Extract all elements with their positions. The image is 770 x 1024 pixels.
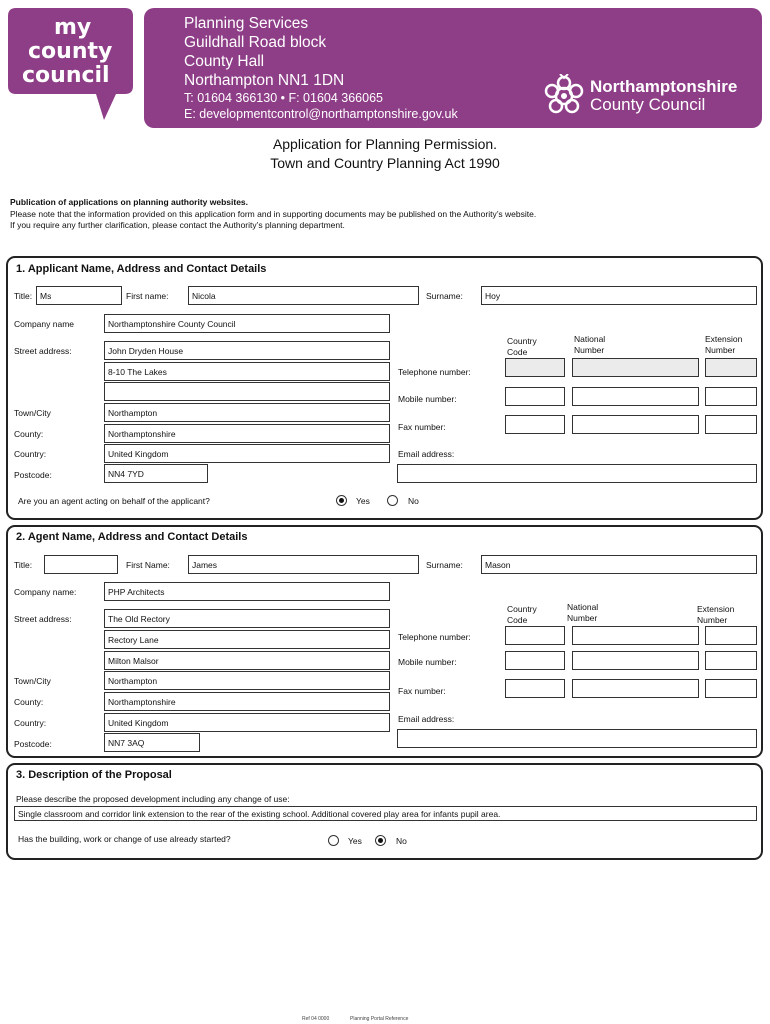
title-label: Title: xyxy=(14,291,33,301)
applicant-fax-national-number[interactable] xyxy=(572,415,699,434)
national-number-header: National Number xyxy=(574,334,606,355)
agent-county-label: County: xyxy=(14,697,44,707)
extension-number-header: Extension Number xyxy=(705,334,743,355)
agent-title-field[interactable] xyxy=(44,555,118,574)
company-label: Company name xyxy=(14,319,75,329)
applicant-company-field[interactable]: Northamptonshire County Council xyxy=(104,314,390,333)
applicant-title-field[interactable]: Ms xyxy=(36,286,122,305)
address-line-3: County Hall xyxy=(184,53,265,70)
county-label: County: xyxy=(14,429,44,439)
agent-tel-country-code[interactable] xyxy=(505,626,565,645)
applicant-street-1-field[interactable]: John Dryden House xyxy=(104,341,390,360)
logo-line-2: county xyxy=(28,39,113,64)
publication-note-1: Please note that the information provided on this application form and in supporting documents may be published on the Authority’s website. xyxy=(10,209,537,219)
section-applicant xyxy=(6,256,763,520)
agent-fax-national-number[interactable] xyxy=(572,679,699,698)
phone-line: T: 01604 366130 • F: 01604 366065 xyxy=(184,91,383,105)
mobile-label: Mobile number: xyxy=(398,394,457,404)
started-question: Has the building, work or change of use already started? xyxy=(18,834,231,844)
applicant-mobile-national-number[interactable] xyxy=(572,387,699,406)
surname-label: Surname: xyxy=(426,291,463,301)
applicant-first-name-field[interactable]: Nicola xyxy=(188,286,419,305)
section-proposal xyxy=(6,763,763,860)
agent-surname-label: Surname: xyxy=(426,560,463,570)
agent-town-label: Town/City xyxy=(14,676,51,686)
agent-fax-country-code[interactable] xyxy=(505,679,565,698)
agent-company-field[interactable]: PHP Architects xyxy=(104,582,390,601)
agent-tel-national-number[interactable] xyxy=(572,626,699,645)
applicant-fax-country-code[interactable] xyxy=(505,415,565,434)
applicant-surname-field[interactable]: Hoy xyxy=(481,286,757,305)
agent-street-label: Street address: xyxy=(14,614,72,624)
header-contact xyxy=(184,90,458,122)
my-county-council-logo xyxy=(8,8,133,123)
country-code-header: Country Code xyxy=(507,336,537,357)
publication-heading: Publication of applications on planning authority websites. xyxy=(10,197,249,207)
form-subtitle: Town and Country Planning Act 1990 xyxy=(270,155,500,171)
applicant-tel-extension[interactable] xyxy=(705,358,757,377)
agent-surname-field[interactable]: Mason xyxy=(481,555,757,574)
applicant-tel-country-code[interactable] xyxy=(505,358,565,377)
logo-line-1: my xyxy=(54,15,92,40)
address-line-2: Guildhall Road block xyxy=(184,34,327,51)
agent-first-name-label: First Name: xyxy=(126,560,170,570)
agent-street-2-field[interactable]: Rectory Lane xyxy=(104,630,390,649)
email-line: E: developmentcontrol@northamptonshire.gov.uk xyxy=(184,107,458,121)
started-no-radio[interactable] xyxy=(375,835,386,846)
agent-email-field[interactable] xyxy=(397,729,757,748)
first-name-label: First name: xyxy=(126,291,169,301)
agent-company-label: Company name: xyxy=(14,587,77,597)
agent-yes-radio[interactable] xyxy=(336,495,347,506)
agent-first-name-field[interactable]: James xyxy=(188,555,419,574)
town-label: Town/City xyxy=(14,408,51,418)
applicant-mobile-country-code[interactable] xyxy=(505,387,565,406)
section-1-heading: 1. Applicant Name, Address and Contact Details xyxy=(16,263,267,275)
agent-country-field[interactable]: United Kingdom xyxy=(104,713,390,732)
header-address xyxy=(184,14,344,90)
applicant-street-3-field[interactable] xyxy=(104,382,390,401)
agent-town-field[interactable]: Northampton xyxy=(104,671,390,690)
agent-mobile-country-code[interactable] xyxy=(505,651,565,670)
fax-label: Fax number: xyxy=(398,422,446,432)
email-label: Email address: xyxy=(398,449,455,459)
agent-national-number-header: National Number xyxy=(567,602,599,623)
agent-mobile-national-number[interactable] xyxy=(572,651,699,670)
footer-portal-reference: Planning Portal Reference xyxy=(350,1016,409,1022)
section-2-heading: 2. Agent Name, Address and Contact Details xyxy=(16,531,248,543)
address-line-1: Planning Services xyxy=(184,15,309,32)
applicant-email-field[interactable] xyxy=(397,464,757,483)
rose-crest-icon xyxy=(542,74,586,118)
applicant-country-field[interactable]: United Kingdom xyxy=(104,444,390,463)
agent-no-label: No xyxy=(408,496,419,506)
agent-question: Are you an agent acting on behalf of the applicant? xyxy=(18,496,210,506)
header-banner xyxy=(144,8,762,128)
agent-street-1-field[interactable]: The Old Rectory xyxy=(104,609,390,628)
agent-telephone-label: Telephone number: xyxy=(398,632,471,642)
agent-email-label: Email address: xyxy=(398,714,455,724)
publication-note-2: If you require any further clarification, please contact the Authority’s planning department. xyxy=(10,220,345,230)
agent-title-label: Title: xyxy=(14,560,33,570)
agent-mobile-label: Mobile number: xyxy=(398,657,457,667)
country-label: Country: xyxy=(14,449,47,459)
agent-postcode-label: Postcode: xyxy=(14,739,52,749)
applicant-mobile-extension[interactable] xyxy=(705,387,757,406)
agent-no-radio[interactable] xyxy=(387,495,398,506)
street-label: Street address: xyxy=(14,346,72,356)
council-name: Northamptonshire County Council xyxy=(590,77,738,114)
describe-label: Please describe the proposed development including any change of use: xyxy=(16,794,290,804)
logo-line-3: council xyxy=(22,63,110,88)
applicant-fax-extension[interactable] xyxy=(705,415,757,434)
section-3-heading: 3. Description of the Proposal xyxy=(16,769,172,781)
applicant-street-2-field[interactable]: 8-10 The Lakes xyxy=(104,362,390,381)
proposal-description-field[interactable]: Single classroom and corridor link extension to the rear of the existing school. Additional covered play area for infants pupil area. xyxy=(14,806,757,821)
agent-mobile-extension[interactable] xyxy=(705,651,757,670)
agent-county-field[interactable]: Northamptonshire xyxy=(104,692,390,711)
agent-yes-label: Yes xyxy=(356,496,370,506)
started-yes-label: Yes xyxy=(348,836,362,846)
agent-tel-extension[interactable] xyxy=(705,626,757,645)
agent-street-3-field[interactable]: Milton Malsor xyxy=(104,651,390,670)
telephone-label: Telephone number: xyxy=(398,367,471,377)
agent-extension-number-header: Extension Number xyxy=(697,604,735,625)
started-yes-radio[interactable] xyxy=(328,835,339,846)
applicant-postcode-field[interactable]: NN4 7YD xyxy=(104,464,208,483)
agent-country-code-header: Country Code xyxy=(507,604,537,625)
agent-fax-label: Fax number: xyxy=(398,686,446,696)
applicant-tel-national-number[interactable] xyxy=(572,358,699,377)
agent-fax-extension[interactable] xyxy=(705,679,757,698)
postcode-label: Postcode: xyxy=(14,470,52,480)
applicant-county-field[interactable]: Northamptonshire xyxy=(104,424,390,443)
started-no-label: No xyxy=(396,836,407,846)
agent-country-label: Country: xyxy=(14,718,47,728)
footer-ref: Ref 04 0000 xyxy=(302,1016,330,1022)
form-title: Application for Planning Permission. xyxy=(272,136,498,152)
agent-postcode-field[interactable]: NN7 3AQ xyxy=(104,733,200,752)
address-line-4: Northampton NN1 1DN xyxy=(184,72,345,89)
section-agent xyxy=(6,525,763,758)
applicant-town-field[interactable]: Northampton xyxy=(104,403,390,422)
